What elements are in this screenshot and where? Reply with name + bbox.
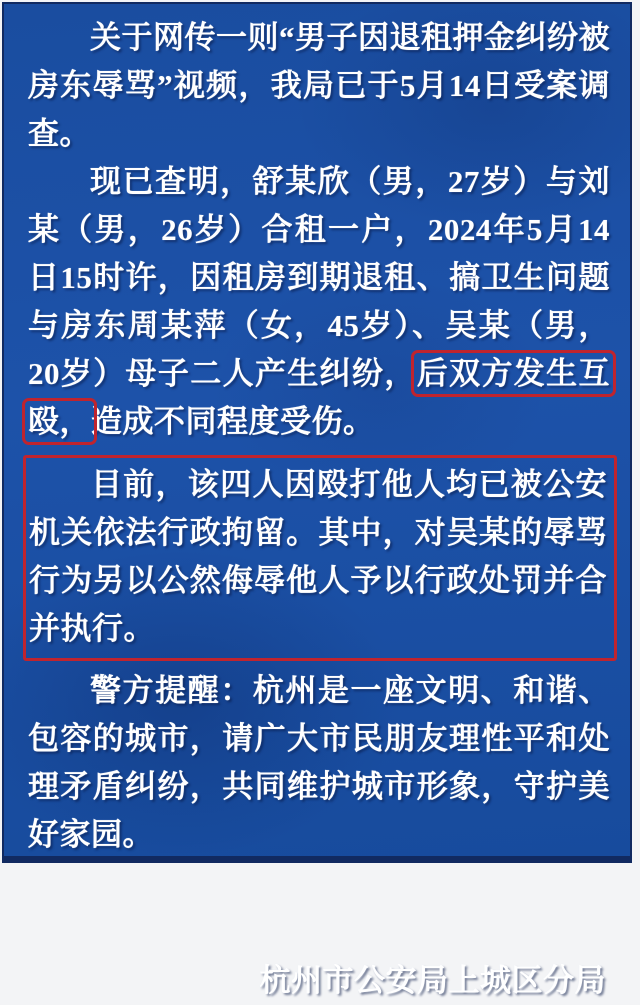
- police-notice-poster: [2, 2, 632, 998]
- paragraph-reminder: [28, 667, 610, 859]
- notice-content: [28, 14, 610, 1005]
- paragraph-text: 关于网传一则“男子因退租押金纠纷被房东辱骂”视频，我局已于5月14日受案调查。: [28, 20, 610, 151]
- signature: 杭州市公安局上城区分局: [259, 963, 606, 998]
- paragraph-intro: [28, 14, 610, 158]
- highlighted-text: 后双方发生互殴，: [28, 356, 610, 439]
- red-highlight-box-block: [23, 455, 617, 661]
- highlighted-paragraph-text: 目前，该四人因殴打他人均已被公安机关依法行政拘留。其中，对吴某的辱骂行为另以公然侮辱他人予以行政处罚并合并执行。: [29, 467, 607, 646]
- paragraph-text: 造成不同程度受伤。: [91, 404, 375, 439]
- paragraph-punishment: [29, 461, 607, 653]
- paragraph-text: 警方提醒：杭州是一座文明、和谐、包容的城市，请广大市民朋友理性平和处理矛盾纠纷，共同维护城市形象，守护美好家园。: [28, 673, 610, 852]
- paragraph-text: 现已查明，舒某欣（男，27岁）与刘某（男，26岁）合租一户，2024年5月14日15时许，因租房到期退租、搞卫生问题与房东周某萍（女，45岁）、吴某（男，20岁）母子二人产生纠纷，: [28, 164, 610, 391]
- paragraph-findings: [28, 158, 610, 446]
